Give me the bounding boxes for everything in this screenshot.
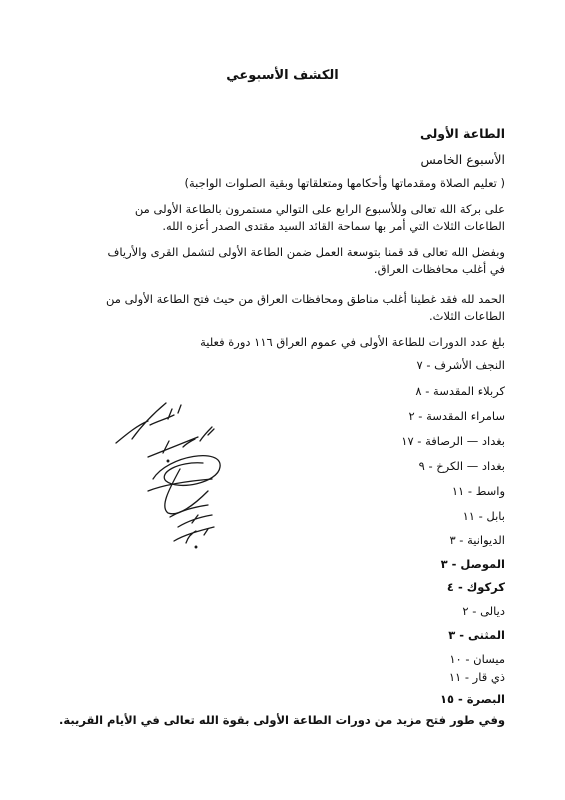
region-item: بابل - ١١ — [462, 509, 505, 523]
region-item: كربلاء المقدسة - ٨ — [415, 384, 505, 398]
subject-line: ( تعليم الصلاة ومقدماتها وأحكامها ومتعلقاتها وبقية الصلوات الواجبة) — [184, 176, 505, 190]
region-item: النجف الأشرف - ٧ — [416, 358, 505, 372]
region-item: سامراء المقدسة - ٢ — [408, 409, 505, 423]
handwritten-signature — [108, 395, 238, 555]
paragraph-1-line-2: الطاعات الثلاث التي أمر بها سماحة القائد السيد مقتدى الصدر أعزه الله. — [162, 219, 505, 233]
region-item: الديوانية - ٣ — [449, 533, 505, 547]
region-item: كركوك - ٤ — [446, 580, 505, 594]
region-item: ميسان - ١٠ — [449, 652, 505, 666]
paragraph-2-line-1: وبفضل الله تعالى قد قمنا بتوسعة العمل ضمن الطاعة الأولى لتشمل القرى والأرياف — [107, 245, 505, 259]
total-courses-line: بلغ عدد الدورات للطاعة الأولى في عموم العراق ١١٦ دورة فعلية — [200, 335, 505, 349]
region-item: بغداد — الكرخ - ٩ — [418, 459, 505, 473]
region-item: ديالى - ٢ — [462, 604, 505, 618]
paragraph-3-line-2: الطاعات الثلاث. — [429, 309, 505, 323]
region-item: بغداد — الرصافة - ١٧ — [401, 434, 505, 448]
region-item: واسط - ١١ — [451, 484, 505, 498]
section-heading: الطاعة الأولى — [419, 126, 505, 141]
paragraph-2-line-2: في أغلب محافظات العراق. — [373, 262, 505, 276]
week-label: الأسبوع الخامس — [420, 152, 505, 167]
region-item: المثنى - ٣ — [448, 628, 505, 642]
region-item: ذي قار - ١١ — [448, 670, 505, 684]
region-item: الموصل - ٣ — [440, 557, 505, 571]
paragraph-1-line-1: على بركة الله تعالى وللأسبوع الرابع على التوالي مستمرون بالطاعة الأولى من — [134, 202, 505, 216]
closing-line: وفي طور فتح مزيد من دورات الطاعة الأولى بقوة الله تعالى في الأيام القريبة. — [58, 713, 505, 727]
paragraph-3-line-1: الحمد لله فقد غطينا أغلب مناطق ومحافظات العراق من حيث فتح الطاعة الأولى من — [106, 292, 505, 306]
region-item: البصرة - ١٥ — [439, 692, 505, 706]
document-title: الكشف الأسبوعي — [226, 68, 339, 83]
